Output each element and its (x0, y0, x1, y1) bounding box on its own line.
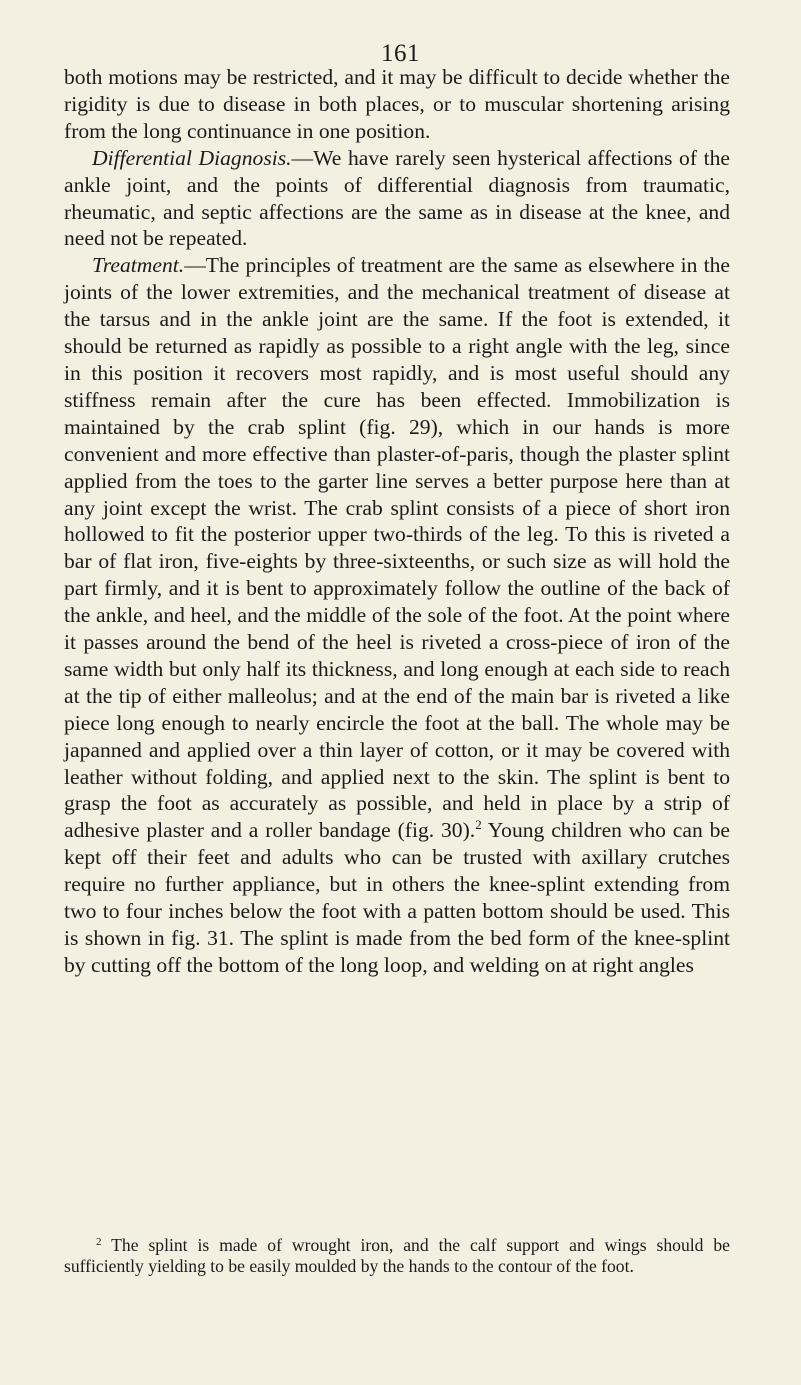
footnote-paragraph (64, 1235, 730, 1277)
footnote-marker: 2 (96, 1236, 102, 1248)
treatment-text-part-2: Young children who can be kept off their feet and adults who can be trusted with axillary crutches require no further appliance, but in others the knee-splint extending from two to four inches below the foot with a patten bottom should be used. This is shown in fig. 31. The splint is made from the bed form of the knee-splint by cutting off the bottom of the long loop, and welding on at right angles (64, 818, 730, 977)
differential-diagnosis-text: —We have rarely seen hysterical affections of the ankle joint, and the points of differential diagnosis from traumatic, rheumatic, and septic affections are the same as in disease at the knee, and need not be repeated. (64, 145, 730, 251)
treatment-text-part-1: —The principles of treatment are the same as elsewhere in the joints of the lower extremities, and the mechanical treatment of disease at the tarsus and in the ankle joint are the same. If the foot is extended, it should be returned as rapidly as possible to a right angle with the leg, since in this position it recovers most rapidly, and is most useful should any stiffness remain after the cure has been effected. Immobilization is maintained by the crab splint (fig. 29), which in our hands is more convenient and more effective than plaster-of-paris, though the plaster splint applied from the toes to the garter line serves a better purpose here than at any joint except the wrist. The crab splint consists of a piece of short iron hollowed to fit the posterior upper two-thirds of the leg. To this is riveted a bar of flat iron, five-eights by three-sixteenths, or such size as will hold the part firmly, and it is bent to approximately follow the outline of the back of the ankle, and heel, and the middle of the sole of the foot. At the point where it passes around the bend of the heel is riveted a cross-piece of iron of the same width but only half its thickness, and long enough at each side to reach at the tip of either malleolus; and at the end of the main bar is riveted a like piece long enough to nearly encircle the foot at the ball. The whole may be japanned and applied over a thin layer of cotton, or it may be covered with leather without folding, and applied next to the skin. The splint is bent to grasp the foot as accurately as possible, and held in place by a strip of adhesive plaster and a roller bandage (fig. 30). (64, 253, 730, 843)
differential-diagnosis-heading: Differential Diagnosis. (92, 145, 292, 170)
footnote-text: The splint is made of wrought iron, and the calf support and wings should be sufficiently yielding to be easily moulded by the hands to the contour of the foot. (64, 1235, 730, 1276)
opening-paragraph: both motions may be restricted, and it may be difficult to decide whether the rigidity is due to disease in both places, or to muscular shortening arising from the long continuance in one position. (64, 65, 730, 143)
footnote (64, 1235, 730, 1277)
footnote-reference: 2 (475, 817, 482, 833)
page-number: 161 (381, 40, 420, 67)
body-text (64, 64, 730, 979)
differential-diagnosis-paragraph (64, 145, 730, 253)
treatment-paragraph (64, 252, 730, 978)
treatment-heading: Treatment. (92, 253, 185, 278)
